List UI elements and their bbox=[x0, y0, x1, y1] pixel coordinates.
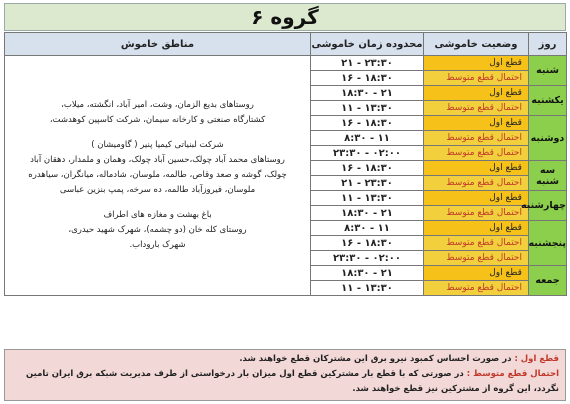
time-range-cell: ۱۸:۳۰ - ۲۱ bbox=[311, 86, 424, 101]
time-range-cell: ۱۱ - ۱۳:۳۰ bbox=[311, 191, 424, 206]
time-range-cell: ۲۳:۳۰ - ۰۲:۰۰ bbox=[311, 146, 424, 161]
footer-note bbox=[4, 349, 566, 401]
time-range-cell: ۱۶ - ۱۸:۳۰ bbox=[311, 116, 424, 131]
day-cell: سه شنبه bbox=[529, 161, 567, 191]
footer-line-2 bbox=[11, 367, 559, 397]
footer-text-medium: در صورتی که با قطع بار مشترکین قطع اول میزان بار درخواستی از طرف مدیریت شبکه برق ایران تامین نگردد، این گروه از مشترکین نیز قطع خواهند شد. bbox=[26, 369, 559, 394]
day-cell: یکشنبه bbox=[529, 86, 567, 116]
area-line: کشتارگاه صنعتی و کارخانه سیمان، شرکت کاسپین کوهدشت، bbox=[49, 115, 266, 125]
header-range: محدوده زمان خاموشی bbox=[311, 33, 424, 56]
table-body bbox=[5, 56, 567, 296]
schedule-sheet bbox=[4, 3, 566, 401]
time-range-cell: ۲۱ - ۲۳:۳۰ bbox=[311, 56, 424, 71]
day-cell: جمعه bbox=[529, 266, 567, 296]
status-cell: احتمال قطع متوسط bbox=[424, 281, 529, 296]
area-line: شرکت لبنیاتی کیمیا پنیر ( گاومیشان ) bbox=[91, 140, 224, 150]
time-range-cell: ۱۶ - ۱۸:۳۰ bbox=[311, 161, 424, 176]
time-range-cell: ۸:۳۰ - ۱۱ bbox=[311, 131, 424, 146]
status-cell: قطع اول bbox=[424, 86, 529, 101]
time-range-cell: ۱۱ - ۱۳:۳۰ bbox=[311, 281, 424, 296]
header-day: روز bbox=[529, 33, 567, 56]
footer-label-medium: احتمال قطع متوسط : bbox=[466, 369, 559, 379]
day-cell: دوشنبه bbox=[529, 116, 567, 161]
time-range-cell: ۱۱ - ۱۳:۳۰ bbox=[311, 101, 424, 116]
status-cell: قطع اول bbox=[424, 56, 529, 71]
header-status: وضعیت خاموشی bbox=[424, 33, 529, 56]
status-cell: احتمال قطع متوسط bbox=[424, 146, 529, 161]
status-cell: احتمال قطع متوسط bbox=[424, 206, 529, 221]
status-cell: قطع اول bbox=[424, 266, 529, 281]
day-cell: شنبه bbox=[529, 56, 567, 86]
time-range-cell: ۱۸:۳۰ - ۲۱ bbox=[311, 266, 424, 281]
areas-block bbox=[11, 98, 304, 128]
page-title: گروه ۶ bbox=[4, 3, 566, 31]
area-line: ملوسان، فیروزآباد طالمه، ده سرخه، پمپ بنزین عباسی bbox=[59, 185, 256, 195]
outage-table bbox=[4, 32, 567, 296]
status-cell: احتمال قطع متوسط bbox=[424, 131, 529, 146]
time-range-cell: ۱۶ - ۱۸:۳۰ bbox=[311, 236, 424, 251]
time-range-cell: ۲۳:۳۰ - ۰۲:۰۰ bbox=[311, 251, 424, 266]
day-cell: چهارشنبه bbox=[529, 191, 567, 221]
status-cell: احتمال قطع متوسط bbox=[424, 236, 529, 251]
area-line: باغ بهشت و مغازه های اطراف bbox=[103, 210, 212, 220]
header-areas: مناطق خاموش bbox=[5, 33, 311, 56]
area-line: روستاهای محمد آباد چولک،حسین آباد چولک، وهمان و ملمدار، دهقان آباد bbox=[30, 155, 285, 165]
area-line: روستای کله خان (دو چشمه)، شهرک شهید حیدری، bbox=[68, 225, 247, 235]
footer-line-1 bbox=[11, 352, 559, 367]
status-cell: احتمال قطع متوسط bbox=[424, 251, 529, 266]
status-cell: قطع اول bbox=[424, 191, 529, 206]
time-range-cell: ۱۶ - ۱۸:۳۰ bbox=[311, 71, 424, 86]
status-cell: قطع اول bbox=[424, 161, 529, 176]
areas-block bbox=[11, 208, 304, 253]
footer-text-first: در صورت احساس کمبود نیرو برق این مشترکان قطع خواهند شد. bbox=[239, 354, 512, 364]
time-range-cell: ۸:۳۰ - ۱۱ bbox=[311, 221, 424, 236]
time-range-cell: ۱۸:۳۰ - ۲۱ bbox=[311, 206, 424, 221]
area-line: روستاهای بدیع الزمان، وشت، امیر آباد، انگشته، میلاب، bbox=[61, 100, 254, 110]
footer-label-first: قطع اول : bbox=[514, 354, 559, 364]
day-cell: پنجشنبه bbox=[529, 221, 567, 266]
time-range-cell: ۲۱ - ۲۳:۳۰ bbox=[311, 176, 424, 191]
status-cell: احتمال قطع متوسط bbox=[424, 101, 529, 116]
area-line: شهرک باروداب. bbox=[129, 240, 186, 250]
table-row bbox=[5, 56, 567, 71]
status-cell: احتمال قطع متوسط bbox=[424, 71, 529, 86]
area-line: چولک، گوشه و صعد وقاص، طالمه، ملوسان، شادماله، میانگران، سیاهدره bbox=[28, 170, 287, 180]
status-cell: قطع اول bbox=[424, 221, 529, 236]
table-header-row bbox=[5, 33, 567, 56]
status-cell: قطع اول bbox=[424, 116, 529, 131]
areas-block bbox=[11, 138, 304, 198]
status-cell: احتمال قطع متوسط bbox=[424, 176, 529, 191]
areas-cell bbox=[5, 56, 311, 296]
